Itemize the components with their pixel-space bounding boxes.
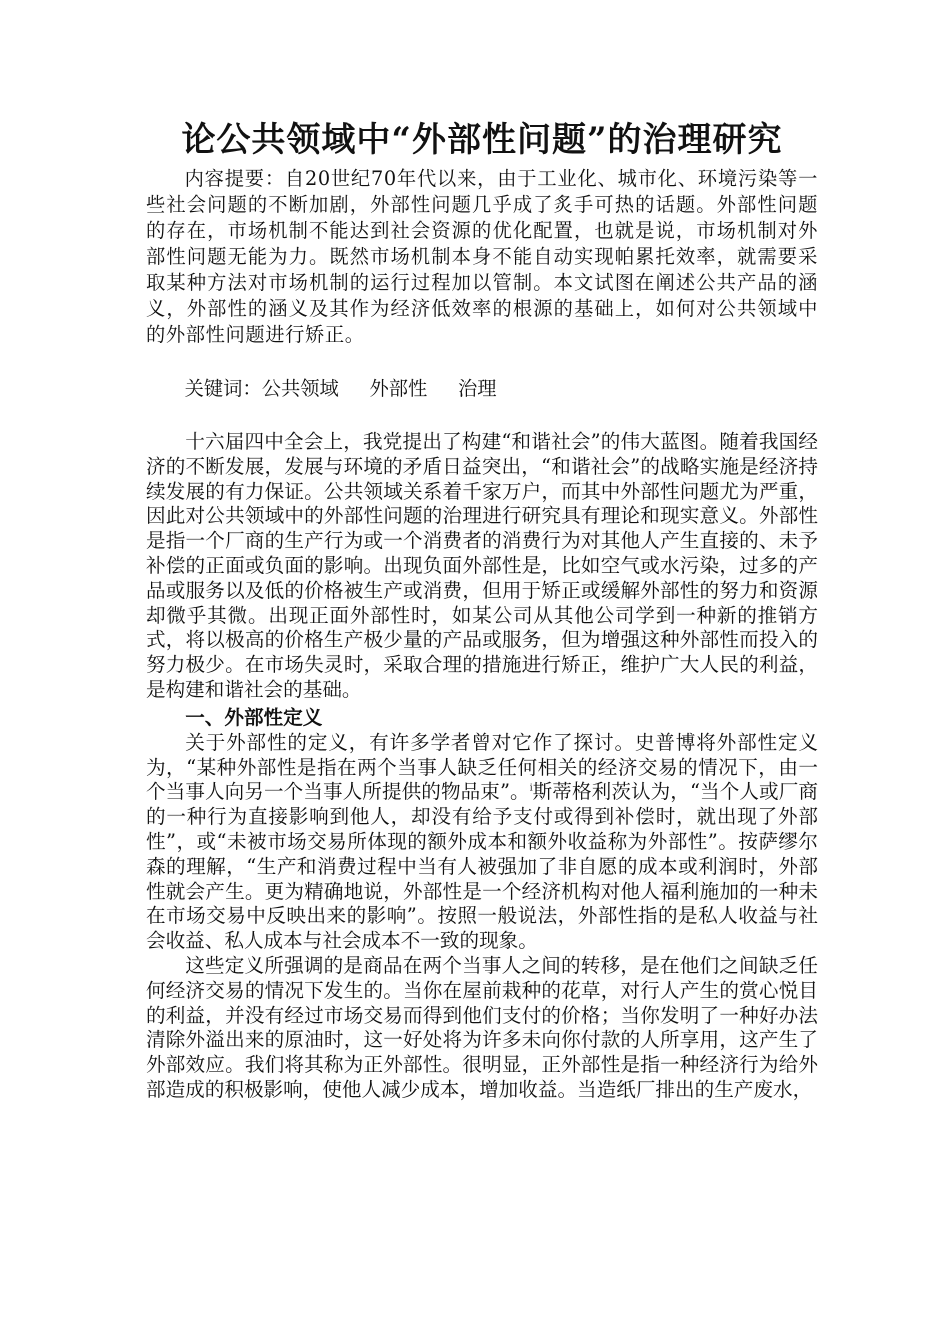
footnote-marker[interactable]: i [529, 783, 533, 794]
document-page [146, 118, 818, 1103]
keywords-line [146, 376, 818, 402]
body-paragraph: 这些定义所强调的是商品在两个当事人之间的转移，是在他们之间缺乏任何经济交易的情况下发生的。当你在屋前栽种的花草，对行人产生的赏心悦目的利益，并没有经过市场交易而得到他们支付的价格；当你发明了一种好办法清除外溢出来的原油时，这一好处将为许多未向你付款的人所享用，这产生了外部效应。我们将其称为正外部性。很明显，正外部性是指一种经济行为给外部造成的积极影响，使他人减少成本，增加收益。当造纸厂排出的生产废水， [146, 953, 818, 1101]
keyword-item: 公共领域 [261, 377, 339, 400]
abstract-paragraph: 内容提要：自20世纪70年代以来，由于工业化、城市化、环境污染等一些社会问题的不断加剧，外部性问题几乎成了炙手可热的话题。外部性问题的存在，市场机制不能达到社会资源的优化配置，也就是说，市场机制对外部性问题无能为力。既然市场机制本身不能自动实现帕累托效率，就需要采取某种方法对市场机制的运行过程加以管制。本文试图在阐述公共产品的涵义，外部性的涵义及其作为经济低效率的根源的基础上，如何对公共领域中的外部性问题进行矫正。 [146, 167, 818, 346]
definition-paragraph [146, 731, 818, 954]
definition-text-part2: 斯蒂格利茨认为，“当个人或厂商的一种行为直接影响到他人，却没有给予支付或得到补偿时，就出现了外部性”，或“未被市场交易所体现的额外成本和额外收益称为外部性”。按萨缪尔森的理解，“生产和消费过程中当有人被强加了非自愿的成本或利润时，外部性就会产生。更为精确地说，外部性是一个经济机构对他人福利施加的一种未在市场交易中反映出来的影响”。按照一般说法，外部性指的是私人收益与社会收益、私人成本与社会成本不一致的现象。 [146, 780, 818, 953]
intro-paragraph: 十六届四中全会上，我党提出了构建“和谐社会”的伟大蓝图。随着我国经济的不断发展，发展与环境的矛盾日益突出，“和谐社会”的战略实施是经济持续发展的有力保证。公共领域关系着千家万户，而其中外部性问题尤为严重，因此对公共领域中的外部性问题的治理进行研究具有理论和现实意义。外部性是指一个厂商的生产行为或一个消费者的消费行为对其他人产生直接的、未予补偿的正面或负面的影响。出现负面外部性是，比如空气或水污染，过多的产品或服务以及低的价格被生产或消费，但用于矫正或缓解外部性的努力和资源却微乎其微。出现正面外部性时，如某公司从其他公司学到一种新的推销方式，将以极高的价格生产极少量的产品或服务，但为增强这种外部性而投入的努力极少。在市场失灵时，采取合理的措施进行矫正，维护广大人民的利益，是构建和谐社会的基础。 [146, 430, 818, 701]
document-title: 论公共领域中“外部性问题”的治理研究 [181, 120, 783, 160]
section-heading: 一、外部性定义 [185, 705, 323, 729]
definition-text-part1: 关于外部性的定义，有许多学者曾对它作了探讨。史普博将外部性定义为，“某种外部性是指在两个当事人缺乏任何相关的经济交易的情况下，由一个当事人向另一个当事人所提供的物品束”。 [146, 730, 818, 804]
keyword-item: 外部性 [369, 377, 428, 400]
keywords-label: 关键词： [184, 377, 262, 400]
keyword-item: 治理 [458, 377, 497, 400]
